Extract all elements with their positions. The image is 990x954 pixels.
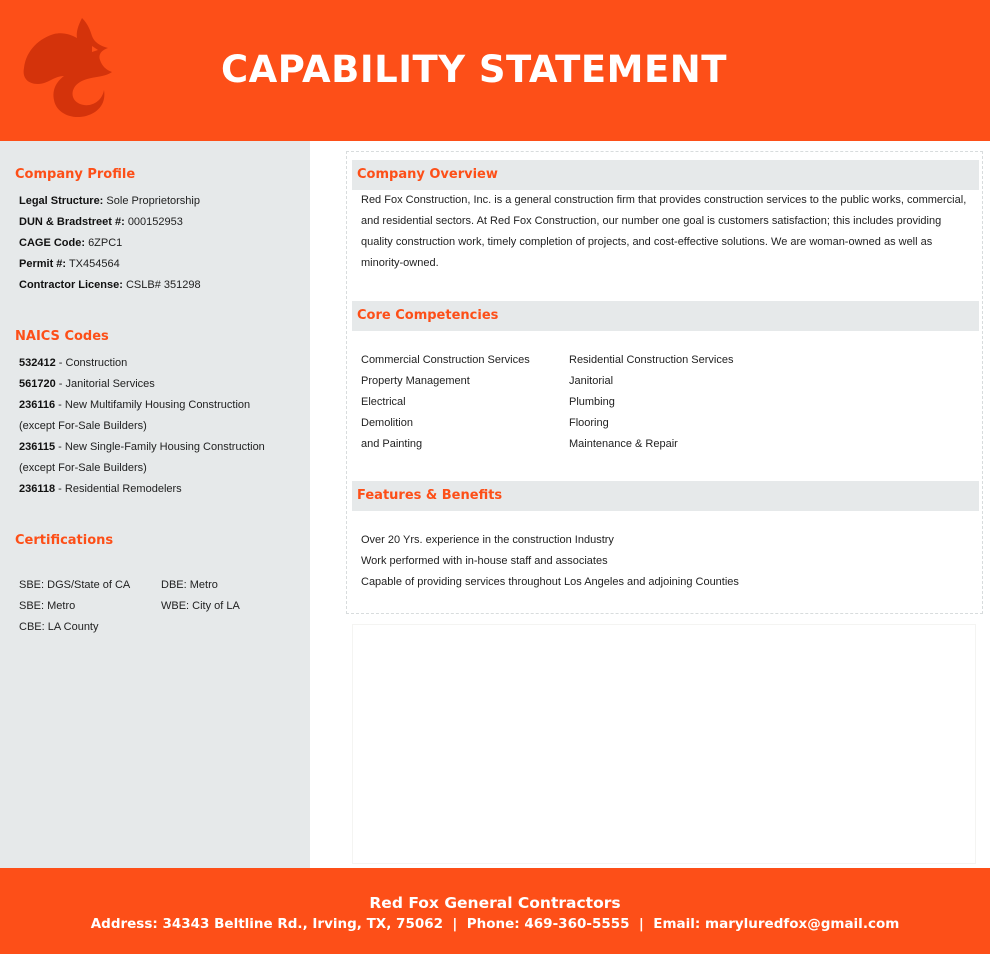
core-competencies-bar bbox=[352, 301, 979, 331]
page-title: CAPABILITY STATEMENT bbox=[221, 48, 727, 91]
features-benefits-heading: Features & Benefits bbox=[357, 488, 503, 503]
competency-item: Flooring bbox=[569, 417, 609, 429]
competency-item: Residential Construction Services bbox=[569, 354, 734, 366]
certification-item: SBE: DGS/State of CA bbox=[19, 579, 131, 591]
competency-item: and Painting bbox=[361, 438, 423, 450]
naics-item: 236115 - New Single-Family Housing Construction bbox=[19, 441, 265, 453]
footer-banner bbox=[0, 868, 990, 954]
company-profile-heading: Company Profile bbox=[15, 167, 136, 182]
certification-item: DBE: Metro bbox=[161, 579, 218, 591]
competency-item: Commercial Construction Services bbox=[361, 354, 530, 366]
profile-contractor-license: Contractor License: CSLB# 351298 bbox=[19, 279, 201, 291]
naics-item: 561720 - Janitorial Services bbox=[19, 378, 155, 390]
certification-item: WBE: City of LA bbox=[161, 600, 240, 612]
feature-item: Work performed with in-house staff and associates bbox=[361, 555, 608, 567]
footer-contact-info: Address: 34343 Beltline Rd., Irving, TX, 75062 | Phone: 469-360-5555 | Email: maryluredfox@gmail.com bbox=[90, 916, 900, 932]
profile-dun-bradstreet: DUN & Bradstreet #: 000152953 bbox=[19, 216, 183, 228]
company-overview-bar bbox=[352, 160, 979, 190]
naics-item-continuation: (except For-Sale Builders) bbox=[19, 462, 147, 474]
naics-item: 532412 - Construction bbox=[19, 357, 128, 369]
naics-item: 236116 - New Multifamily Housing Construction bbox=[19, 399, 251, 411]
profile-cage-code: CAGE Code: 6ZPC1 bbox=[19, 237, 123, 249]
core-competencies-heading: Core Competencies bbox=[357, 308, 499, 323]
competency-item: Demolition bbox=[361, 417, 413, 429]
certification-item: CBE: LA County bbox=[19, 621, 99, 633]
certifications-heading: Certifications bbox=[15, 533, 114, 548]
competency-item: Electrical bbox=[361, 396, 406, 408]
features-benefits-bar bbox=[352, 481, 979, 511]
feature-item: Over 20 Yrs. experience in the construction Industry bbox=[361, 534, 614, 546]
naics-item-continuation: (except For-Sale Builders) bbox=[19, 420, 147, 432]
profile-legal-structure: Legal Structure: Sole Proprietorship bbox=[19, 195, 200, 207]
competency-item: Plumbing bbox=[569, 396, 615, 408]
sidebar bbox=[0, 141, 310, 868]
competency-item: Property Management bbox=[361, 375, 470, 387]
profile-permit: Permit #: TX454564 bbox=[19, 258, 120, 270]
naics-item: 236118 - Residential Remodelers bbox=[19, 483, 182, 495]
naics-heading: NAICS Codes bbox=[15, 329, 109, 344]
feature-item: Capable of providing services throughout Los Angeles and adjoining Counties bbox=[361, 576, 739, 588]
company-overview-text: Red Fox Construction, Inc. is a general construction firm that provides construction services to the public works, commercial, and residential sectors. At Red Fox Construction, our number one goal is customers satisfaction; this includes providing quality construction work, timely completion of projects, and cost-effective solutions. We are woman-owned as well as minority-owned. bbox=[361, 194, 967, 269]
footer-company-name: Red Fox General Contractors bbox=[369, 894, 621, 912]
competency-item: Maintenance & Repair bbox=[569, 438, 678, 450]
header-banner bbox=[0, 0, 990, 141]
certification-item: SBE: Metro bbox=[19, 600, 76, 612]
empty-content-area bbox=[352, 624, 976, 864]
competency-item: Janitorial bbox=[569, 375, 614, 387]
company-overview-heading: Company Overview bbox=[357, 167, 498, 182]
